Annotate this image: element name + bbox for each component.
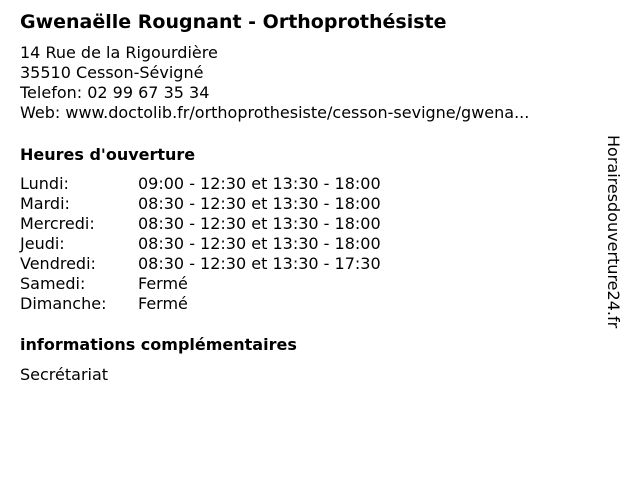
day-label: Vendredi: bbox=[20, 254, 96, 273]
hours-row-thursday bbox=[20, 234, 381, 254]
time-range: Fermé bbox=[138, 294, 188, 313]
time-range: 08:30 - 12:30 et 13:30 - 18:00 bbox=[138, 194, 381, 213]
site-watermark: Horairesdouverture24.fr bbox=[604, 135, 623, 329]
phone-number: Telefon: 02 99 67 35 34 bbox=[20, 83, 210, 102]
day-label: Jeudi: bbox=[20, 234, 65, 253]
hours-row-friday bbox=[20, 254, 381, 274]
additional-info-text: Secrétariat bbox=[20, 365, 109, 384]
day-label: Dimanche: bbox=[20, 294, 107, 313]
time-range: 08:30 - 12:30 et 13:30 - 18:00 bbox=[138, 214, 381, 233]
city-postcode: 35510 Cesson-Sévigné bbox=[20, 63, 204, 82]
day-label: Lundi: bbox=[20, 174, 69, 193]
website-link: Web: www.doctolib.fr/orthoprothesiste/cesson-sevigne/gwena... bbox=[20, 103, 530, 122]
day-label: Mardi: bbox=[20, 194, 70, 213]
time-range: 08:30 - 12:30 et 13:30 - 17:30 bbox=[138, 254, 381, 273]
additional-info-heading: informations complémentaires bbox=[20, 335, 297, 354]
day-label: Mercredi: bbox=[20, 214, 95, 233]
page-title: Gwenaëlle Rougnant - Orthoprothésiste bbox=[20, 11, 447, 33]
hours-row-wednesday bbox=[20, 214, 381, 234]
opening-hours-heading: Heures d'ouverture bbox=[20, 145, 196, 164]
hours-row-tuesday bbox=[20, 194, 381, 214]
hours-row-monday bbox=[20, 174, 381, 194]
opening-hours-table bbox=[20, 174, 381, 314]
day-label: Samedi: bbox=[20, 274, 86, 293]
hours-row-sunday bbox=[20, 294, 381, 314]
time-range: Fermé bbox=[138, 274, 188, 293]
address-block bbox=[20, 43, 529, 123]
hours-row-saturday bbox=[20, 274, 381, 294]
time-range: 09:00 - 12:30 et 13:30 - 18:00 bbox=[138, 174, 381, 193]
street-address: 14 Rue de la Rigourdière bbox=[20, 43, 218, 62]
time-range: 08:30 - 12:30 et 13:30 - 18:00 bbox=[138, 234, 381, 253]
